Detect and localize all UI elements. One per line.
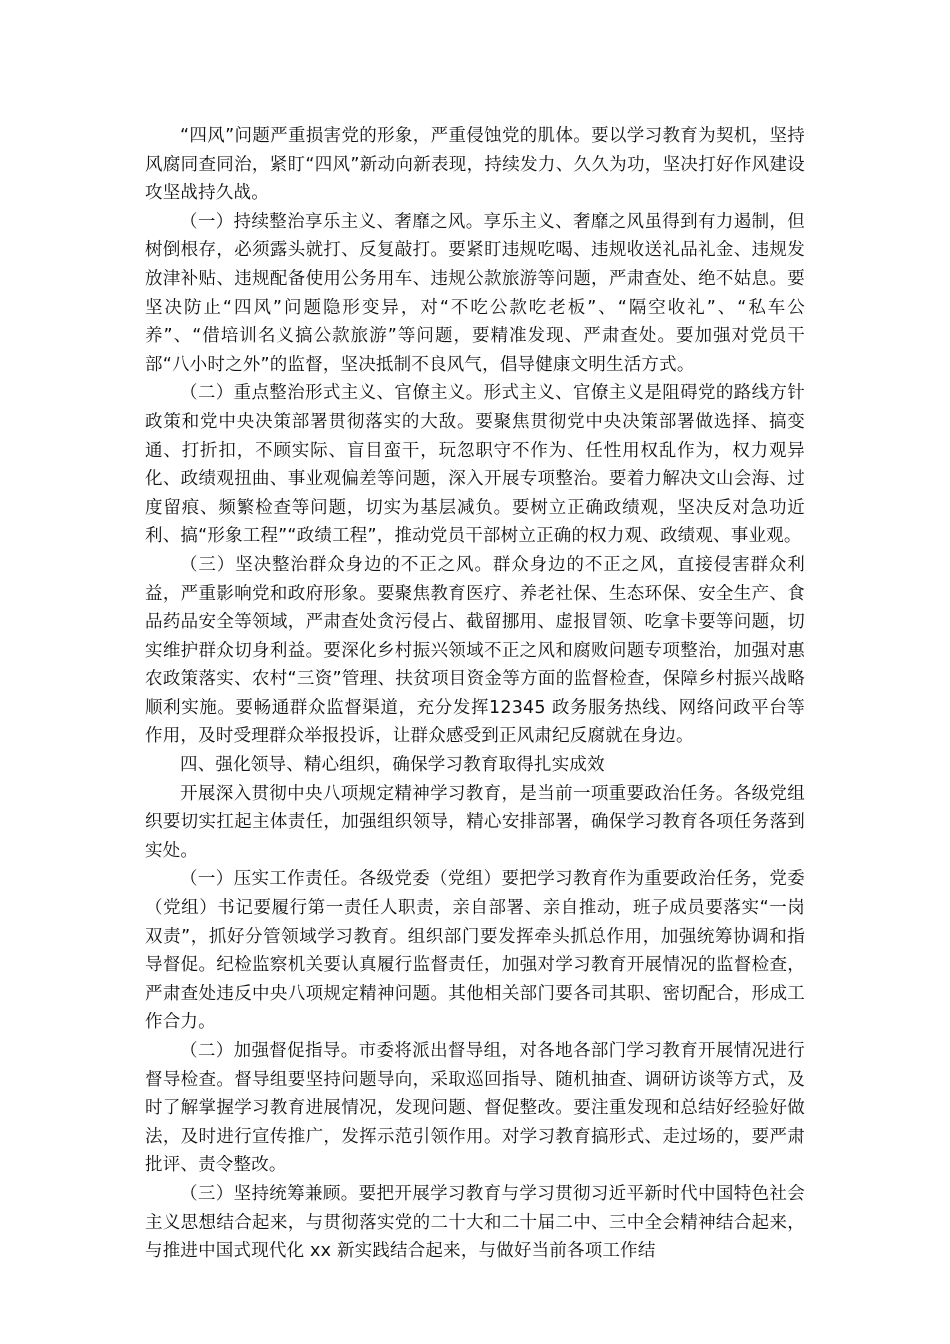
paragraph-hedonism: （一）持续整治享乐主义、奢靡之风。享乐主义、奢靡之风虽得到有力遏制，但树倒根存，必须露头就打、反复敲打。要紧盯违规吃喝、违规收送礼品礼金、违规发放津补贴、违规配备使用公务用车、违规公款旅游等问题，严肃查处、绝不姑息。要坚决防止“四风”问题隐形变异，对“不吃公款吃老板”、“隔空收礼”、“私车公养”、“借培训名义搞公款旅游”等问题，要精准发现、严肃查处。要加强对党员干部“八小时之外”的监督，坚决抵制不良风气，倡导健康文明生活方式。	[145, 211, 805, 375]
paragraph-sifeng-intro: “四风”问题严重损害党的形象，严重侵蚀党的肌体。要以学习教育为契机，坚持风腐同查同治，紧盯“四风”新动向新表现，持续发力、久久为功，坚决打好作风建设攻坚战持久战。	[145, 126, 805, 204]
document-body	[145, 122, 805, 1266]
paragraph-responsibility: （一）压实工作责任。各级党委（党组）要把学习教育作为重要政治任务，党委（党组）书记要履行第一责任人职责，亲自部署、亲自推动，班子成员要落实“一岗双责”，抓好分管领域学习教育。组织部门要发挥牵头抓总作用，加强统筹协调和指导督促。纪检监察机关要认真履行监督责任，加强对学习教育开展情况的监督检查，严肃查处违反中央八项规定精神问题。其他相关部门要各司其职、密切配合，形成工作合力。	[145, 869, 805, 1033]
paragraph-formalism: （二）重点整治形式主义、官僚主义。形式主义、官僚主义是阻碍党的路线方针政策和党中央决策部署贯彻落实的大敌。要聚焦贯彻党中央决策部署做选择、搞变通、打折扣，不顾实际、盲目蛮干，玩忽职守不作为、任性用权乱作为，权力观异化、政绩观扭曲、事业观偏差等问题，深入开展专项整治。要着力解决文山会海、过度留痕、频繁检查等问题，切实为基层减负。要树立正确政绩观，坚决反对急功近利、搞“形象工程”“政绩工程”，推动党员干部树立正确的权力观、政绩观、事业观。	[145, 383, 805, 547]
paragraph-coordination: （三）坚持统筹兼顾。要把开展学习教育与学习贯彻习近平新时代中国特色社会主义思想结合起来，与贯彻落实党的二十大和二十届二中、三中全会精神结合起来，与推进中国式现代化 xx 新实践结合起来，与做好当前各项工作结	[145, 1183, 805, 1262]
paragraph-supervision: （二）加强督促指导。市委将派出督导组，对各地各部门学习教育开展情况进行督导检查。督导组要坚持问题导向，采取巡回指导、随机抽查、调研访谈等方式，及时了解掌握学习教育进展情况，发现问题、督促整改。要注重发现和总结好经验好做法，及时进行宣传推广，发挥示范引领作用。对学习教育搞形式、走过场的，要严肃批评、责令整改。	[145, 1041, 805, 1176]
paragraph-unhealthy-practices: （三）坚决整治群众身边的不正之风。群众身边的不正之风，直接侵害群众利益，严重影响党和政府形象。要聚焦教育医疗、养老社保、生态环保、安全生产、食品药品安全等领域，严肃查处贪污侵占、截留挪用、虚报冒领、吃拿卡要等问题，切实维护群众切身利益。要深化乡村振兴领域不正之风和腐败问题专项整治，加强对惠农政策落实、农村“三资”管理、扶贫项目资金等方面的监督检查，保障乡村振兴战略顺利实施。要畅通群众监督渠道，充分发挥12345 政务服务热线、网络问政平台等作用，及时受理群众举报投诉，让群众感受到正风肃纪反腐就在身边。	[145, 554, 805, 747]
paragraph-section-four-intro: 开展深入贯彻中央八项规定精神学习教育，是当前一项重要政治任务。各级党组织要切实扛起主体责任，加强组织领导，精心安排部署，确保学习教育各项任务落到实处。	[145, 783, 805, 861]
section-heading-four: 四、强化领导、精心组织，确保学习教育取得扎实成效	[180, 755, 605, 776]
